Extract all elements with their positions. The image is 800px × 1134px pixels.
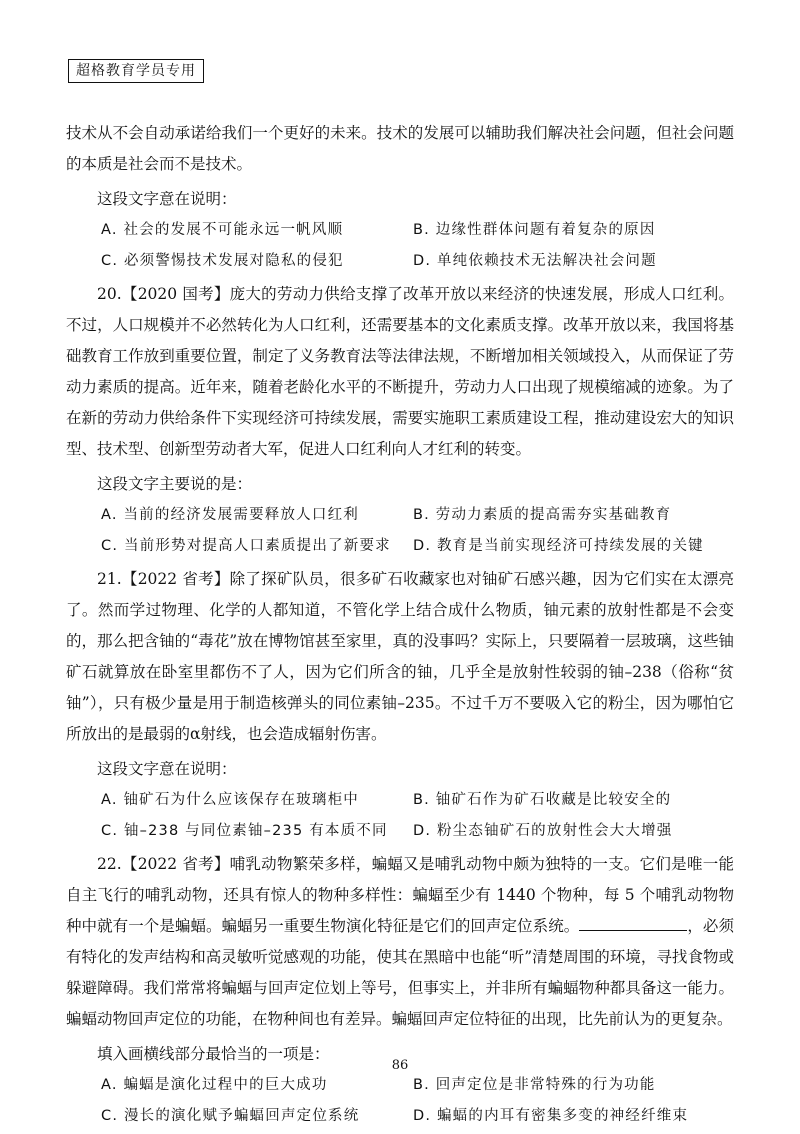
q19-passage-tail: 技术从不会自动承诺给我们一个更好的未来。技术的发展可以辅助我们解决社会问题，但社会问题的本质是社会而不是技术。: [66, 124, 734, 173]
q22-passage-after: ，必须有特化的发声结构和高灵敏听觉感观的功能，使其在黑暗中也能“听”清楚周围的环境，寻找食物或躲避障碍。我们常常将蝙蝠与回声定位划上等号，但事实上，并非所有蝙蝠物种都具备这一能力。蝙蝠动物回声定位的功能，在物种间也有差异。蝙蝠回声定位特征的出现，比先前认为的更复杂。: [66, 917, 734, 1028]
q21-option-c[interactable]: C. 铀–238 与同位素铀–235 有本质不同: [101, 823, 388, 839]
q22-passage: [66, 849, 734, 1035]
q20-prompt: 这段文字主要说的是：: [97, 475, 253, 493]
q21-options: [66, 785, 734, 847]
q22-blank: [579, 916, 687, 931]
q19-options: [66, 215, 734, 277]
q20-option-c[interactable]: C. 当前形势对提高人口素质提出了新要求: [101, 538, 391, 554]
q20-passage: 20.【2020 国考】庞大的劳动力供给支撑了改革开放以来经济的快速发展，形成人口红利。不过，人口规模并不必然转化为人口红利，还需要基本的文化素质支撑。改革开放以来，我国将基础教育工作放到重要位置，制定了义务教育法等法律法规，不断增加相关领域投入，从而保证了劳动力素质的提高。近年来，随着老龄化水平的不断提升，劳动力人口出现了规模缩减的迹象。为了在新的劳动力供给条件下实现经济可持续发展，需要实施职工素质建设工程，推动建设宏大的知识型、技术型、创新型劳动者大军，促进人口红利向人才红利的转变。: [66, 285, 734, 458]
q19-option-d[interactable]: D. 单纯依赖技术无法解决社会问题: [413, 253, 657, 269]
q22-option-b[interactable]: B. 回声定位是非常特殊的行为功能: [413, 1077, 656, 1093]
q21-option-d[interactable]: D. 粉尘态铀矿石的放射性会大大增强: [413, 823, 673, 839]
q20-option-d[interactable]: D. 教育是当前实现经济可持续发展的关键: [413, 538, 704, 554]
q21-passage: 21.【2022 省考】除了探矿队员，很多矿石收藏家也对铀矿石感兴趣，因为它们实在太漂亮了。然而学过物理、化学的人都知道，不管化学上结合成什么物质，铀元素的放射性都是不会变的，那么把含铀的“毒花”放在博物馆甚至家里，真的没事吗？实际上，只要隔着一层玻璃，这些铀矿石就算放在卧室里都伤不了人，因为它们所含的铀，几乎全是放射性较弱的铀–238（俗称“贫铀”），只有极少量是用于制造核弹头的同位素铀–235。不过千万不要吸入它的粉尘，因为哪怕它所放出的是最弱的α射线，也会造成辐射伤害。: [66, 570, 734, 743]
q20-option-a[interactable]: A. 当前的经济发展需要释放人口红利: [101, 507, 359, 523]
q22-option-c[interactable]: C. 漫长的演化赋予蝙蝠回声定位系统: [101, 1108, 360, 1124]
page-content: [66, 118, 734, 1134]
q21-prompt: 这段文字意在说明：: [97, 760, 237, 778]
q19-option-a[interactable]: A. 社会的发展不可能永远一帆风顺: [101, 222, 344, 238]
q19-option-b[interactable]: B. 边缘性群体问题有着复杂的原因: [413, 222, 656, 238]
q22-option-a[interactable]: A. 蝙蝠是演化过程中的巨大成功: [101, 1077, 328, 1093]
page-number: 86: [391, 1058, 409, 1073]
q21-option-b[interactable]: B. 铀矿石作为矿石收藏是比较安全的: [413, 792, 672, 808]
q20-options: [66, 500, 734, 562]
q21-option-a[interactable]: A. 铀矿石为什么应该保存在玻璃柜中: [101, 792, 359, 808]
q19-option-c[interactable]: C. 必须警惕技术发展对隐私的侵犯: [101, 253, 344, 269]
header-tag: 超格教育学员专用: [68, 59, 204, 83]
q20-option-b[interactable]: B. 劳动力素质的提高需夯实基础教育: [413, 507, 672, 523]
q22-options: [66, 1070, 734, 1132]
q22-passage-before: 22.【2022 省考】哺乳动物繁荣多样，蝙蝠又是哺乳动物中颇为独特的一支。它们是唯一能自主飞行的哺乳动物，还具有惊人的物种多样性：蝙蝠至少有 1440 个物种，每 5 个哺乳动物物种中就有一个是蝙蝠。蝙蝠另一重要生物演化特征是它们的回声定位系统。: [66, 855, 734, 935]
q19-prompt: 这段文字意在说明：: [97, 190, 237, 208]
q22-option-d[interactable]: D. 蝙蝠的内耳有密集多变的神经纤维束: [413, 1108, 689, 1124]
q22-prompt: 填入画横线部分最恰当的一项是：: [97, 1045, 330, 1063]
